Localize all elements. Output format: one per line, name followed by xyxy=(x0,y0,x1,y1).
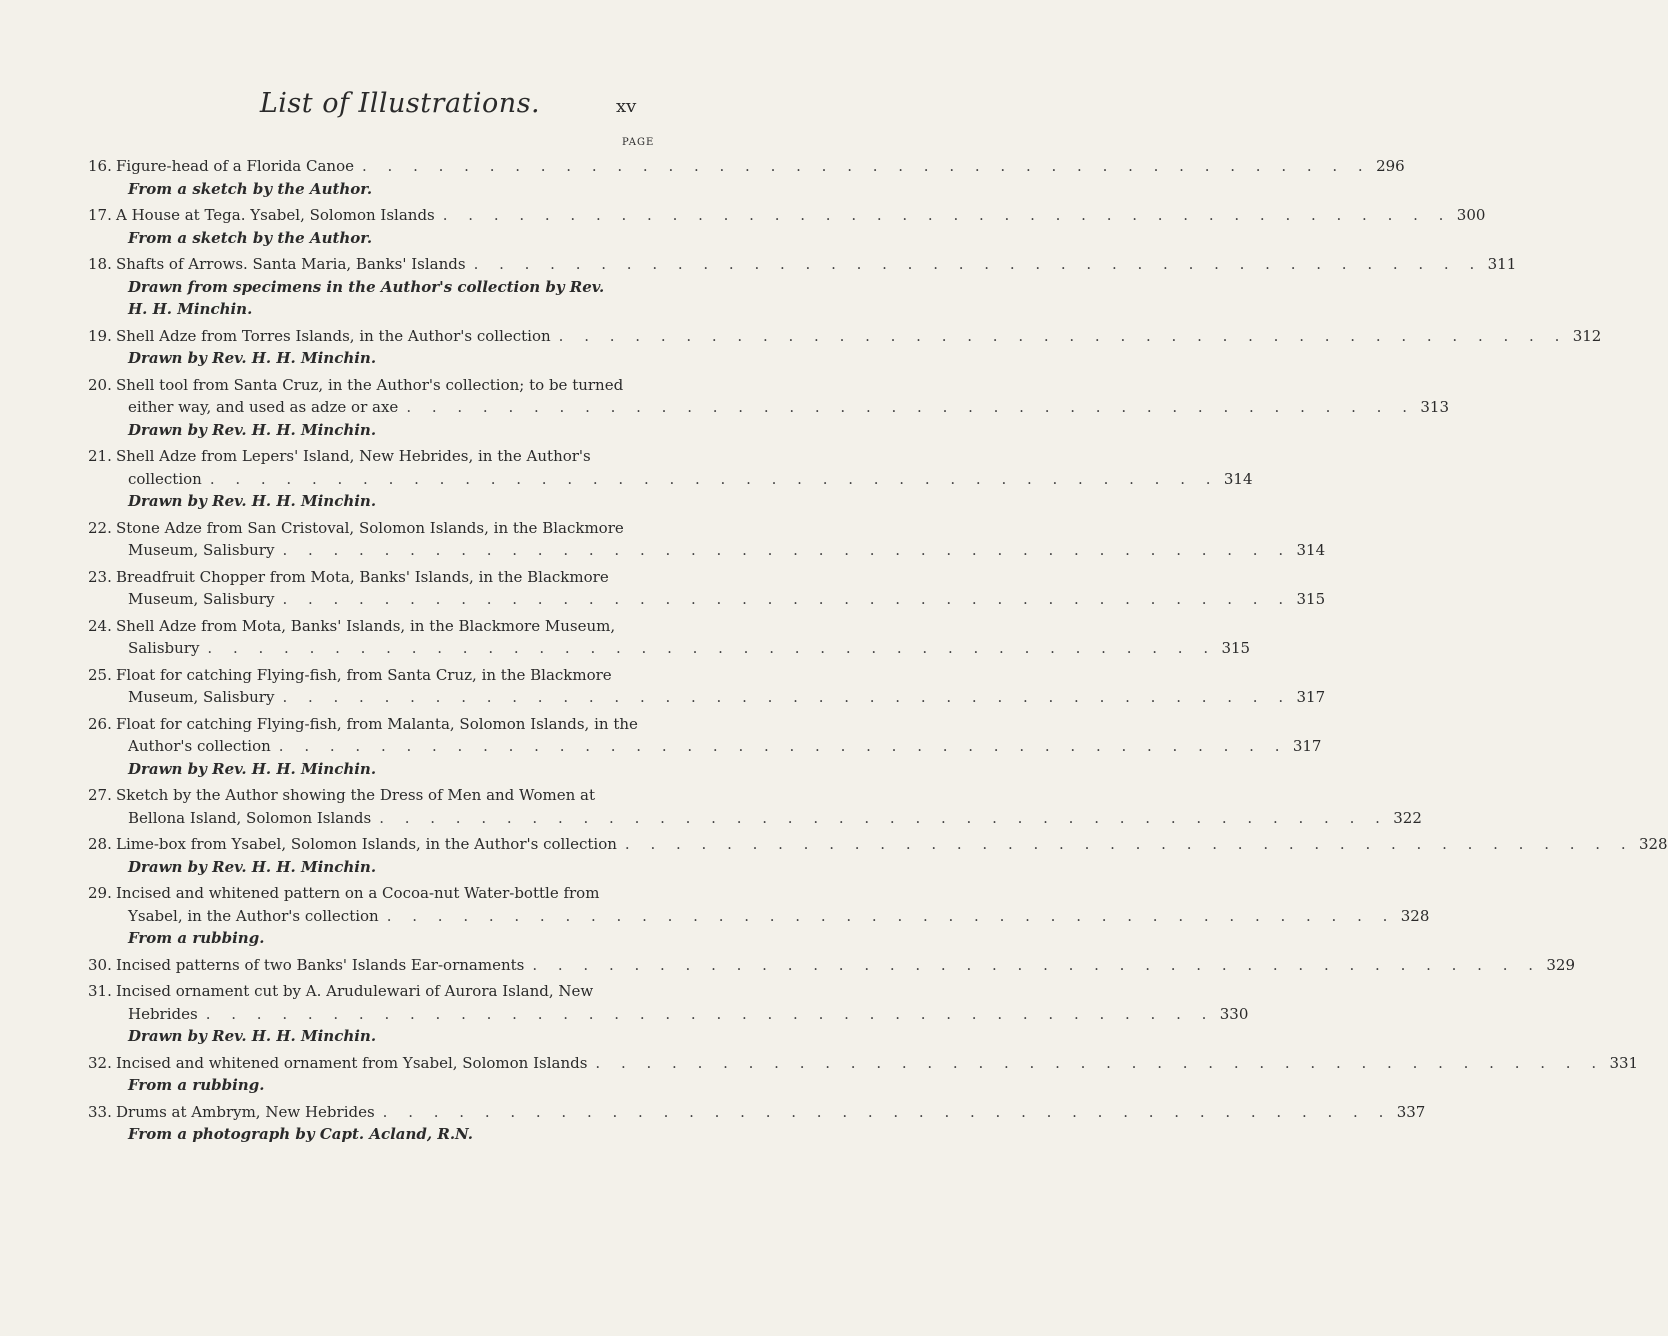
entry-title: Author's collection xyxy=(128,737,271,755)
entry-title: Figure-head of a Florida Canoe xyxy=(116,157,355,175)
entry-number: 20. xyxy=(88,375,112,394)
entry-number: 30. xyxy=(88,955,112,974)
entry-page-number: 314 xyxy=(1296,541,1326,559)
list-item xyxy=(88,566,1326,611)
dot-leader: . . . . . . . . . . . . . . . . . . . . . . . . . . . . . . . . . . . . . . . . xyxy=(278,737,1288,755)
entry-page-number: 337 xyxy=(1396,1102,1426,1121)
entry-page-number: 314 xyxy=(1223,469,1253,488)
entry-title: Lime-box from Ysabel, Solomon Islands, in the Author's collection xyxy=(116,835,617,853)
list-item xyxy=(88,1101,1426,1146)
entry-page-number: 311 xyxy=(1487,255,1517,273)
entry-credit: From a rubbing. xyxy=(128,1076,265,1094)
entry-title: Salisbury xyxy=(128,639,200,657)
entry-number: 19. xyxy=(88,326,112,345)
entry-title: Shell Adze from Mota, Banks' Islands, in the Blackmore Museum, xyxy=(116,616,616,635)
dot-leader: . . . . . . . . . . . . . . . . . . . . . . . . . . . . . . . . . . . . . . . . xyxy=(282,688,1292,706)
entry-number: 17. xyxy=(88,206,112,224)
entry-number: 25. xyxy=(88,665,112,684)
list-item xyxy=(88,664,1326,709)
dot-leader: . . . . . . . . . . . . . . . . . . . . . . . . . . . . . . . . . . . . . . . . xyxy=(595,1053,1605,1072)
entry-page-number: 322 xyxy=(1393,808,1422,827)
entry-number: 33. xyxy=(88,1102,112,1121)
dot-leader: . . . . . . . . . . . . . . . . . . . . . . . . . . . . . . . . . . . . . . . . xyxy=(624,835,1634,853)
entry-page-number: 328 xyxy=(1638,835,1668,853)
entry-credit: Drawn from specimens in the Author's collection by Rev. xyxy=(128,277,605,296)
entry-number: 18. xyxy=(88,255,112,273)
entry-title: Museum, Salisbury xyxy=(128,590,275,608)
dot-leader: . . . . . . . . . . . . . . . . . . . . . . . . . . . . . . . . . . . . . . . . xyxy=(205,1004,1215,1023)
entry-page-number: 300 xyxy=(1456,206,1486,224)
entry-page-number: 315 xyxy=(1221,639,1251,657)
entry-page-number: 312 xyxy=(1572,326,1602,345)
entry-credit: Drawn by Rev. H. H. Minchin. xyxy=(128,492,377,510)
list-item xyxy=(88,445,1253,513)
dot-leader: . . . . . . . . . . . . . . . . . . . . . . . . . . . . . . . . . . . . . . . . xyxy=(382,1102,1392,1121)
entry-title: Breadfruit Chopper from Mota, Banks' Islands, in the Blackmore xyxy=(116,567,609,586)
entry-title: Float for catching Flying-fish, from Malanta, Solomon Islands, in the xyxy=(116,714,638,733)
entry-number: 29. xyxy=(88,884,112,902)
list-item xyxy=(88,204,1486,249)
entry-number: 22. xyxy=(88,518,112,537)
entry-number: 26. xyxy=(88,714,112,733)
dot-leader: . . . . . . . . . . . . . . . . . . . . . . . . . . . . . . . . . . . . . . . . xyxy=(207,639,1217,657)
dot-leader: . . . . . . . . . . . . . . . . . . . . . . . . . . . . . . . . . . . . . . . . xyxy=(406,398,1415,416)
list-item xyxy=(88,882,1430,950)
dot-leader: . . . . . . . . . . . . . . . . . . . . . . . . . . . . . . . . . . . . . . . . xyxy=(379,808,1388,827)
list-item xyxy=(88,253,1517,321)
dot-leader: . . . . . . . . . . . . . . . . . . . . . . . . . . . . . . . . . . . . . . . . xyxy=(282,590,1292,608)
entry-title: Float for catching Flying-fish, from Santa Cruz, in the Blackmore xyxy=(116,665,612,684)
entry-title: Bellona Island, Solomon Islands xyxy=(128,808,372,827)
entry-credit: From a photograph by Capt. Acland, R.N. xyxy=(128,1125,474,1143)
entry-credit: From a rubbing. xyxy=(128,929,265,947)
entry-number: 21. xyxy=(88,447,112,465)
entry-credit: Drawn by Rev. H. H. Minchin. xyxy=(128,1027,377,1045)
entry-credit: Drawn by Rev. H. H. Minchin. xyxy=(128,420,377,439)
entry-title: Shafts of Arrows. Santa Maria, Banks' Islands xyxy=(116,255,466,273)
list-item xyxy=(88,954,1576,977)
list-item xyxy=(88,713,1322,781)
entry-title: Museum, Salisbury xyxy=(128,688,275,706)
list-item xyxy=(88,374,1449,442)
list-item xyxy=(88,517,1326,562)
entry-number: 32. xyxy=(88,1053,112,1072)
entry-number: 28. xyxy=(88,835,112,853)
entry-title: Incised ornament cut by A. Arudulewari of Aurora Island, New xyxy=(116,982,594,1000)
list-item xyxy=(88,155,1405,200)
dot-leader: . . . . . . . . . . . . . . . . . . . . . . . . . . . . . . . . . . . . . . . . xyxy=(532,955,1542,974)
entry-title: Sketch by the Author showing the Dress of Men and Women at xyxy=(116,786,595,804)
entry-credit: Drawn by Rev. H. H. Minchin. xyxy=(128,349,377,367)
page-title: List of Illustrations. xyxy=(259,88,541,119)
entry-page-number: 331 xyxy=(1609,1053,1639,1072)
list-item xyxy=(88,833,1668,878)
entry-title: Hebrides xyxy=(128,1004,198,1023)
entry-title: Shell Adze from Torres Islands, in the Author's collection xyxy=(116,326,551,345)
entry-page-number: 315 xyxy=(1296,590,1326,608)
entry-title: Museum, Salisbury xyxy=(128,541,275,559)
entry-title: either way, and used as adze or axe xyxy=(128,398,399,416)
entry-page-number: 328 xyxy=(1400,906,1430,925)
page-column-label: PAGE xyxy=(622,137,655,148)
entry-credit: From a sketch by the Author. xyxy=(128,228,373,247)
dot-leader: . . . . . . . . . . . . . . . . . . . . . . . . . . . . . . . . . . . . . . . . xyxy=(209,469,1219,488)
entry-title: Incised patterns of two Banks' Islands Ear-ornaments xyxy=(116,955,525,974)
dot-leader: . . . . . . . . . . . . . . . . . . . . . . . . . . . . . . . . . . . . . . . . xyxy=(386,906,1396,925)
entry-page-number: 296 xyxy=(1376,157,1405,175)
list-item xyxy=(88,325,1602,370)
entry-page-number: 329 xyxy=(1546,955,1576,974)
entry-number: 24. xyxy=(88,616,112,635)
entry-title: Drums at Ambrym, New Hebrides xyxy=(116,1102,375,1121)
dot-leader: . . . . . . . . . . . . . . . . . . . . . . . . . . . . . . . . . . . . . . . . xyxy=(442,206,1452,224)
page-numeral: xv xyxy=(616,96,637,117)
dot-leader: . . . . . . . . . . . . . . . . . . . . . . . . . . . . . . . . . . . . . . . . xyxy=(282,541,1292,559)
entry-credit: Drawn by Rev. H. H. Minchin. xyxy=(128,857,377,876)
dot-leader: . . . . . . . . . . . . . . . . . . . . . . . . . . . . . . . . . . . . . . . . xyxy=(558,326,1568,345)
entry-page-number: 317 xyxy=(1296,688,1326,706)
entry-credit: Drawn by Rev. H. H. Minchin. xyxy=(128,759,377,778)
dot-leader: . . . . . . . . . . . . . . . . . . . . . . . . . . . . . . . . . . . . . . . . xyxy=(362,157,1371,175)
entry-credit: From a sketch by the Author. xyxy=(128,179,373,198)
entry-number: 27. xyxy=(88,786,112,804)
entry-page-number: 313 xyxy=(1420,398,1449,416)
entry-title: Incised and whitened pattern on a Cocoa-nut Water-bottle from xyxy=(116,884,600,902)
entry-credit: H. H. Minchin. xyxy=(128,300,253,318)
entry-title: A House at Tega. Ysabel, Solomon Islands xyxy=(116,206,435,224)
entry-title: collection xyxy=(128,469,202,488)
list-item xyxy=(88,1052,1639,1097)
entry-page-number: 330 xyxy=(1219,1004,1249,1023)
entry-page-number: 317 xyxy=(1292,737,1322,755)
dot-leader: . . . . . . . . . . . . . . . . . . . . . . . . . . . . . . . . . . . . . . . . xyxy=(473,255,1483,273)
entry-title: Shell Adze from Lepers' Island, New Hebrides, in the Author's xyxy=(116,447,591,465)
entry-number: 23. xyxy=(88,567,112,586)
entry-number: 31. xyxy=(88,982,112,1000)
entry-title: Shell tool from Santa Cruz, in the Author's collection; to be turned xyxy=(116,375,624,394)
list-item xyxy=(88,980,1249,1048)
list-item xyxy=(88,784,1422,829)
illustrations-list xyxy=(88,155,1668,1146)
entry-title: Ysabel, in the Author's collection xyxy=(128,906,379,925)
entry-title: Incised and whitened ornament from Ysabel, Solomon Islands xyxy=(116,1053,588,1072)
entry-title: Stone Adze from San Cristoval, Solomon Islands, in the Blackmore xyxy=(116,518,624,537)
entry-number: 16. xyxy=(88,157,112,175)
list-item xyxy=(88,615,1251,660)
